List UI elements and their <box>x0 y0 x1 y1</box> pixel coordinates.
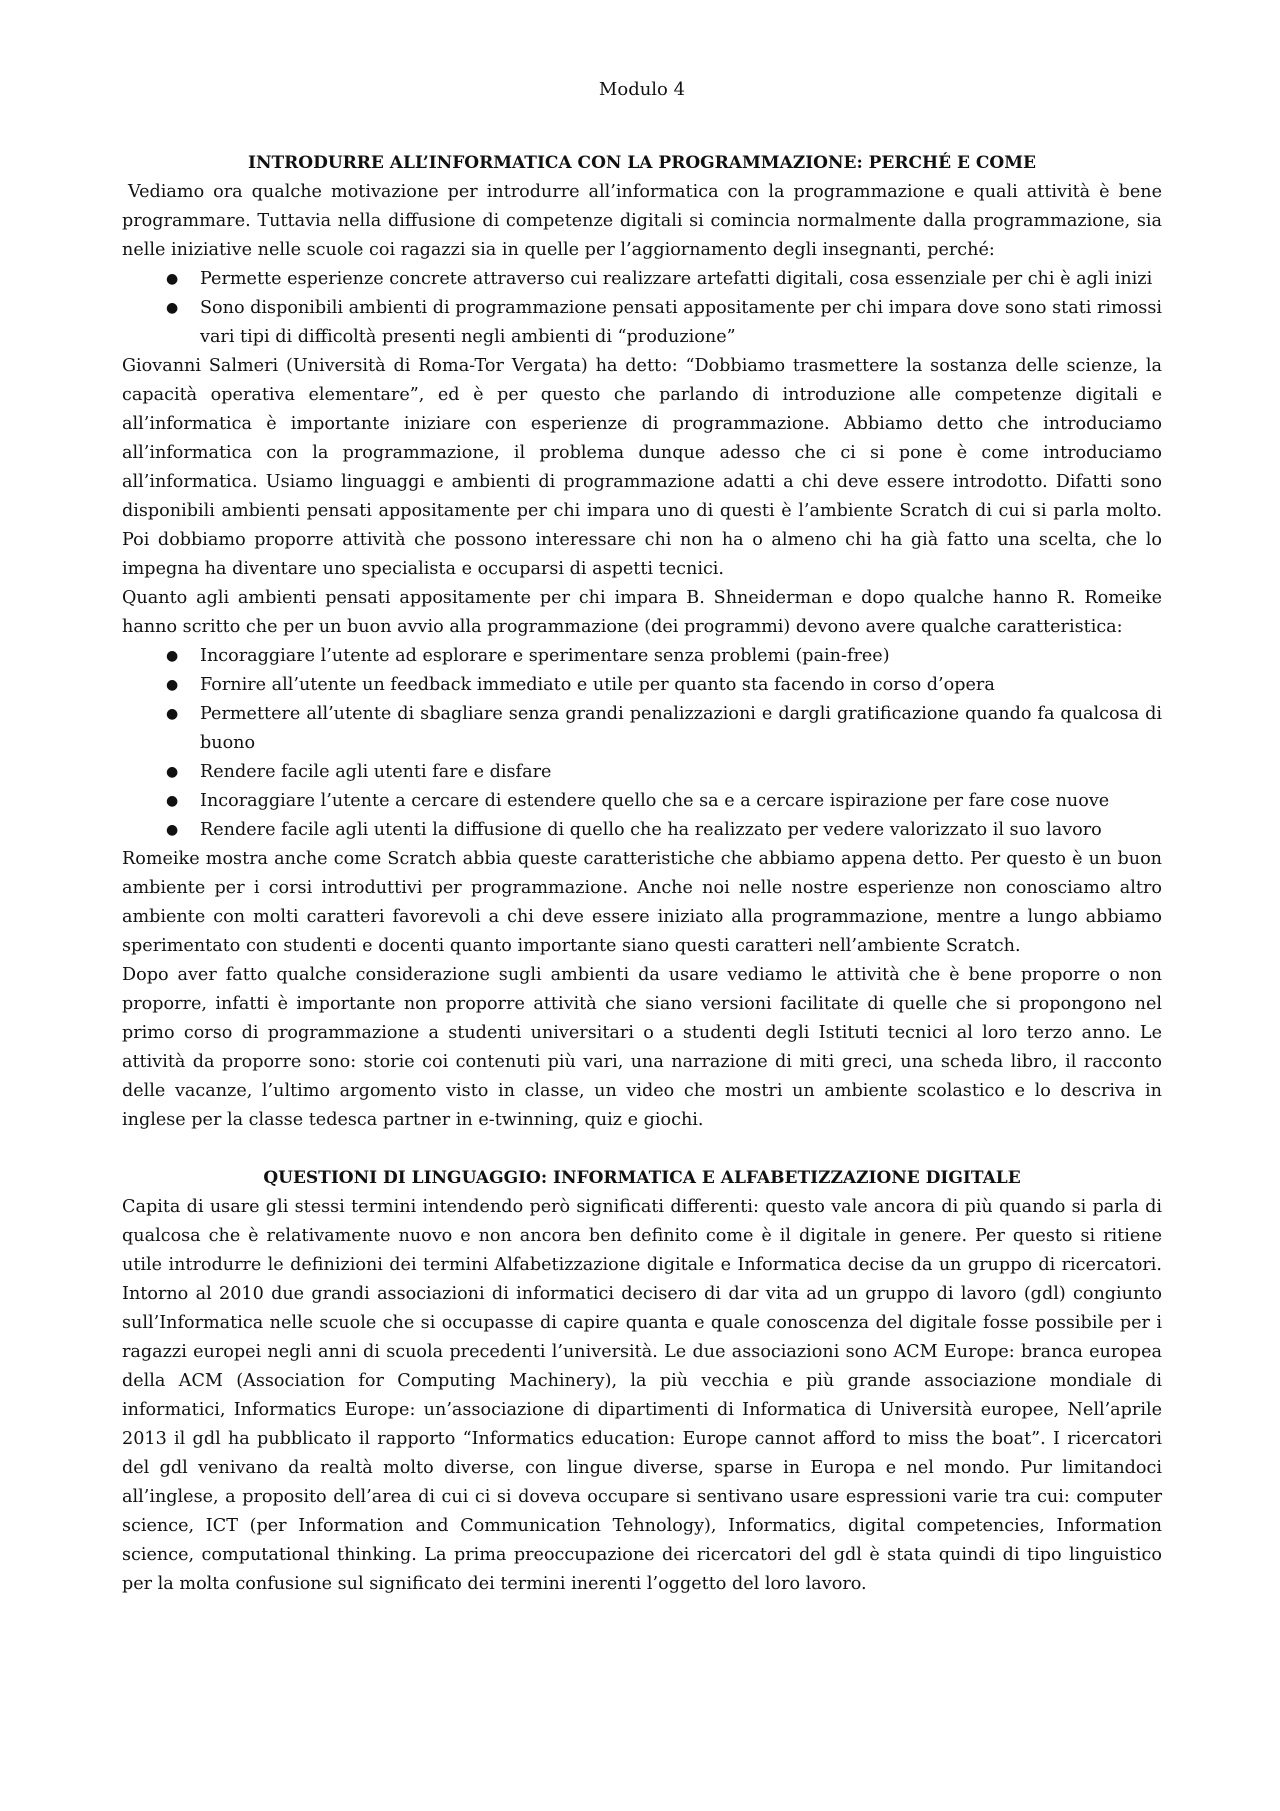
section-1-title: INTRODURRE ALL’INFORMATICA CON LA PROGRAMMAZIONE: PERCHÉ E COME <box>248 153 1036 173</box>
list-item: ● Rendere facile agli utenti la diffusione di quello che ha realizzato per vedere valorizzato il suo lavoro <box>122 816 1162 845</box>
section-1-paragraph-3: Quanto agli ambienti pensati appositamente per chi impara B. Shneiderman e dopo qualche hanno R. Romeike hanno scritto che per un buon avvio alla programmazione (dei programmi) devono avere qualche caratteristica: <box>122 588 1162 637</box>
list-item: ● Sono disponibili ambienti di programmazione pensati appositamente per chi impara dove sono stati rimossi vari tipi di difficoltà presenti negli ambienti di “produzione” <box>122 294 1162 352</box>
list-item: ● Rendere facile agli utenti fare e disfare <box>122 758 1162 787</box>
bullet-icon: ● <box>166 822 179 838</box>
bullet-icon: ● <box>166 300 179 316</box>
bullet-icon: ● <box>166 648 179 664</box>
list-item: ● Permettere all’utente di sbagliare senza grandi penalizzazioni e dargli gratificazione quando fa qualcosa di buono <box>122 700 1162 758</box>
bullet-icon: ● <box>166 271 179 287</box>
section-spacer <box>122 1135 1162 1164</box>
bullet-icon: ● <box>166 793 179 809</box>
page-header: Modulo 4 <box>598 79 686 100</box>
document-content <box>122 149 1162 1599</box>
section-2-title: QUESTIONI DI LINGUAGGIO: INFORMATICA E ALFABETIZZAZIONE DIGITALE <box>263 1168 1021 1188</box>
list-item: ● Incoraggiare l’utente a cercare di estendere quello che sa e a cercare ispirazione per fare cose nuove <box>122 787 1162 816</box>
list-item: ● Permette esperienze concrete attraverso cui realizzare artefatti digitali, cosa essenziale per chi è agli inizi <box>122 265 1162 294</box>
section-1-list-1 <box>122 265 1162 352</box>
list-item: ● Incoraggiare l’utente ad esplorare e sperimentare senza problemi (pain-free) <box>122 642 1162 671</box>
bullet-icon: ● <box>166 764 179 780</box>
section-1-list-2 <box>122 642 1162 845</box>
section-1-paragraph-1: Vediamo ora qualche motivazione per introdurre all’informatica con la programmazione e quali attività è bene programmare. Tuttavia nella diffusione di competenze digitali si comincia normalmente dalla programmazione, sia nelle iniziative nelle scuole coi ragazzi sia in quelle per l’aggiornamento degli insegnanti, perché: <box>122 182 1162 260</box>
bullet-icon: ● <box>166 677 179 693</box>
list-item: ● Fornire all’utente un feedback immediato e utile per quanto sta facendo in corso d’opera <box>122 671 1162 700</box>
section-1-paragraph-4: Romeike mostra anche come Scratch abbia queste caratteristiche che abbiamo appena detto. Per questo è un buon ambiente per i corsi introduttivi per programmazione. Anche noi nelle nostre esperienze non conosciamo altro ambiente con molti caratteri favorevoli a chi deve essere iniziato alla programmazione, mentre a lungo abbiamo sperimentato con studenti e docenti quanto importante siano questi caratteri nell’ambiente Scratch. <box>122 849 1162 956</box>
section-2-paragraph-1: Capita di usare gli stessi termini intendendo però significati differenti: questo vale ancora di più quando si parla di qualcosa che è relativamente nuovo e non ancora ben definito come è il digitale in genere. Per questo si ritiene utile introdurre le definizioni dei termini Alfabetizzazione digitale e Informatica decise da un gruppo di ricercatori. Intorno al 2010 due grandi associazioni di informatici decisero di dar vita ad un gruppo di lavoro (gdl) congiunto sull’Informatica nelle scuole che si occupasse di capire quanta e quale conoscenza del digitale fosse possibile per i ragazzi europei negli anni di scuola precedenti l’università. Le due associazioni sono ACM Europe: branca europea della ACM (Association for Computing Machinery), la più vecchia e più grande associazione mondiale di informatici, Informatics Europe: un’associazione di dipartimenti di Informatica di Università europee, Nell’aprile 2013 il gdl ha pubblicato il rapporto “Informatics education: Europe cannot afford to miss the boat”. I ricercatori del gdl venivano da realtà molto diverse, con lingue diverse, sparse in Europa e nel mondo. Pur limitandoci all’inglese, a proposito dell’area di cui ci si doveva occupare si sentivano usare espressioni varie tra cui: computer science, ICT (per Information and Communication Tehnology), Informatics, digital competencies, Information science, computational thinking. La prima preoccupazione dei ricercatori del gdl è stata quindi di tipo linguistico per la molta confusione sul significato dei termini inerenti l’oggetto del loro lavoro. <box>122 1197 1162 1594</box>
section-1-paragraph-2: Giovanni Salmeri (Università di Roma-Tor Vergata) ha detto: “Dobbiamo trasmettere la sostanza delle scienze, la capacità operativa elementare”, ed è per questo che parlando di introduzione alle competenze digitali e all’informatica è importante iniziare con esperienze di programmazione. Abbiamo detto che introduciamo all’informatica con la programmazione, il problema dunque adesso che ci si pone è come introduciamo all’informatica. Usiamo linguaggi e ambienti di programmazione adatti a chi deve essere introdotto. Difatti sono disponibili ambienti pensati appositamente per chi impara uno di questi è l’ambiente Scratch di cui si parla molto. Poi dobbiamo proporre attività che possono interessare chi non ha o almeno chi ha già fatto una scelta, che lo impegna ha diventare uno specialista e occuparsi di aspetti tecnici. <box>122 356 1162 579</box>
section-1-paragraph-5: Dopo aver fatto qualche considerazione sugli ambienti da usare vediamo le attività che è bene proporre o non proporre, infatti è importante non proporre attività che siano versioni facilitate di quelle che si propongono nel primo corso di programmazione a studenti universitari o a studenti degli Istituti tecnici al loro terzo anno. Le attività da proporre sono: storie coi contenuti più vari, una narrazione di miti greci, una scheda libro, il racconto delle vacanze, l’ultimo argomento visto in classe, un video che mostri un ambiente scolastico e lo descriva in inglese per la classe tedesca partner in e-twinning, quiz e giochi. <box>122 965 1162 1130</box>
bullet-icon: ● <box>166 706 179 722</box>
